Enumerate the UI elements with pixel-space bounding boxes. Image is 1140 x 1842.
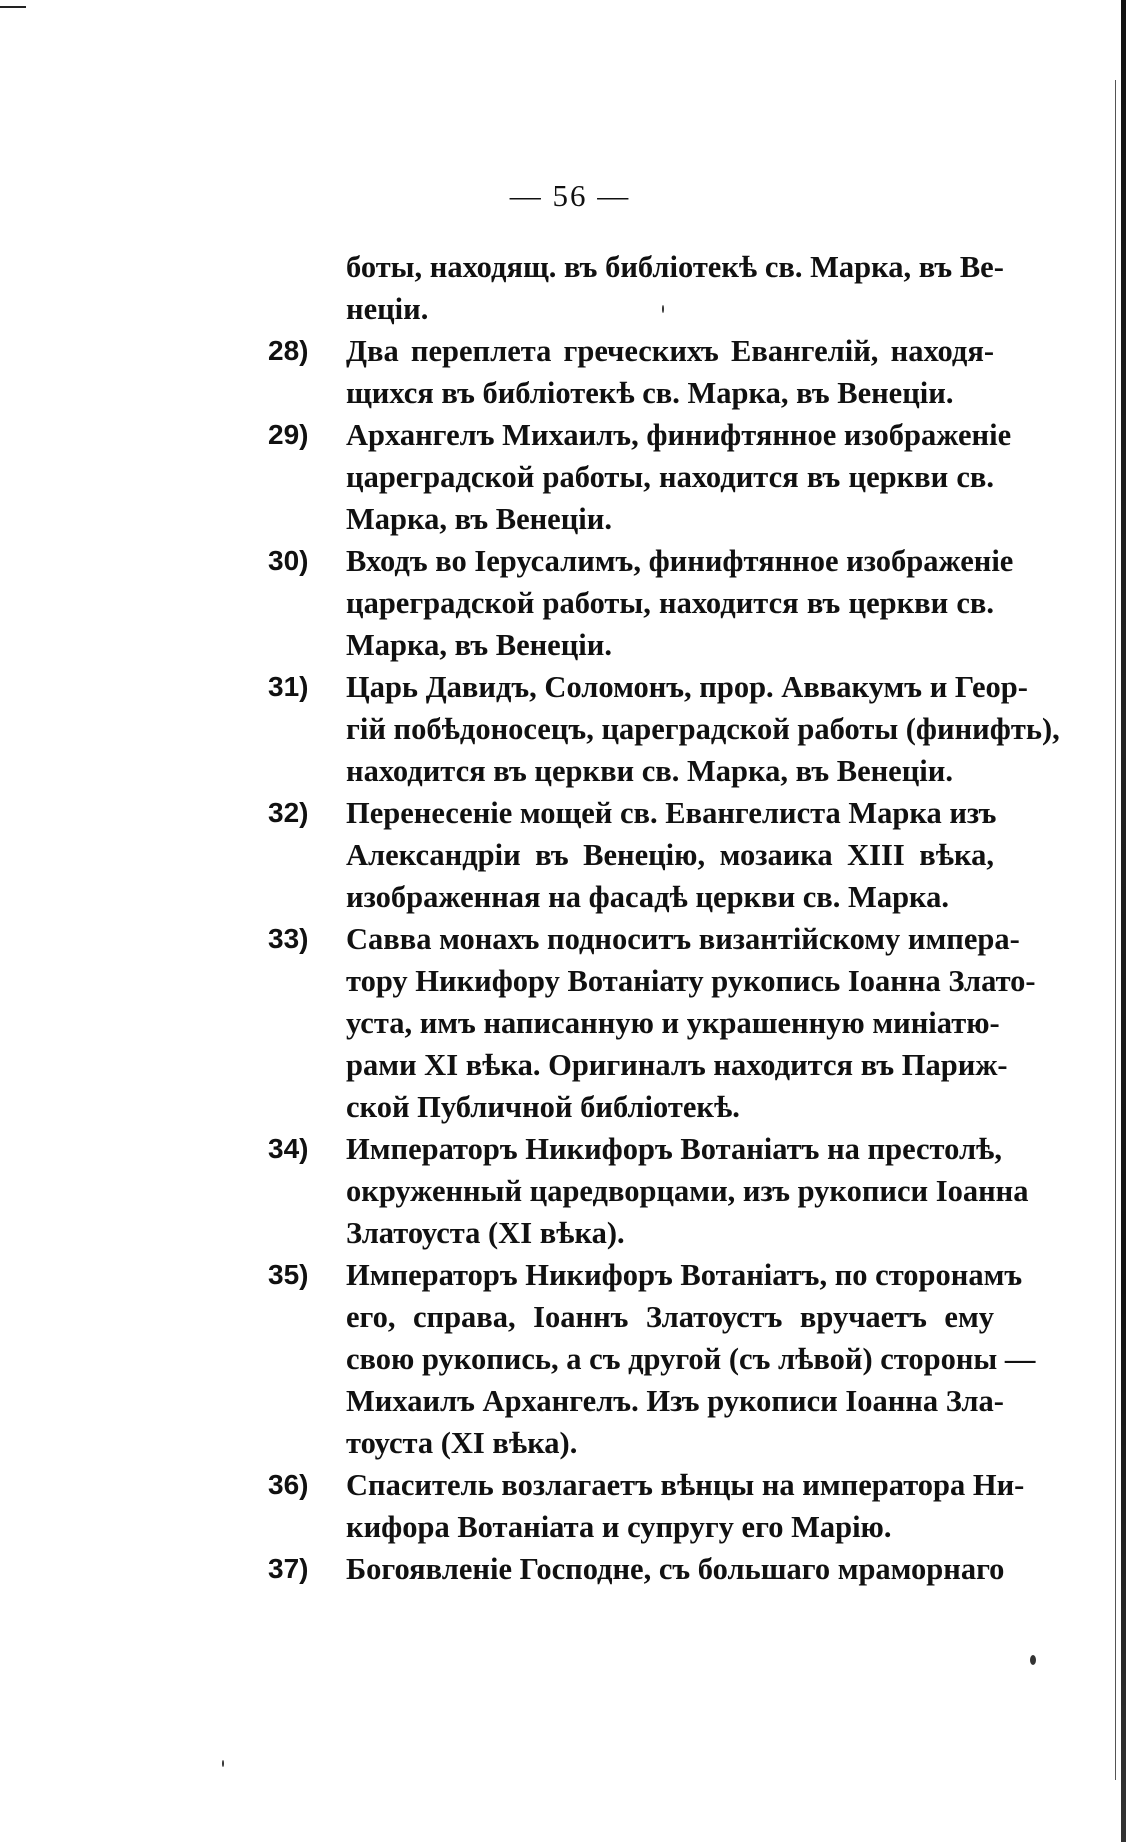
item-number: 37) bbox=[268, 1553, 309, 1584]
list-item-35 bbox=[268, 1254, 1036, 1464]
text-line: цареградской работы, находится въ церкви св. bbox=[346, 460, 994, 494]
text-line: Императоръ Никифоръ Вотаніатъ на престолѣ, bbox=[346, 1132, 1002, 1166]
page-body bbox=[268, 246, 1060, 1590]
text-line: цареградской работы, находится въ церкви св. bbox=[346, 586, 994, 620]
text-line: Савва монахъ подноситъ византійскому импера- bbox=[346, 922, 1020, 956]
item-number: 34) bbox=[268, 1133, 309, 1164]
text-line: ской Публичной библіотекѣ. bbox=[346, 1090, 740, 1124]
text-line: Спаситель возлагаетъ вѣнцы на императора Ни- bbox=[346, 1468, 1025, 1502]
item-number: 29) bbox=[268, 419, 309, 450]
text-line: Александріи въ Венецію, мозаика XIII вѣка, bbox=[346, 838, 994, 872]
text-line: изображенная на фасадѣ церкви св. Марка. bbox=[346, 880, 950, 914]
item-number: 32) bbox=[268, 797, 309, 828]
scan-speck bbox=[662, 305, 664, 313]
text-line: Златоуста (XI вѣка). bbox=[346, 1216, 625, 1250]
text-line: Марка, въ Венеціи. bbox=[346, 628, 612, 662]
text-line: свою рукопись, а съ другой (съ лѣвой) стороны — bbox=[346, 1342, 1036, 1376]
item-number: 31) bbox=[268, 671, 309, 702]
text-line: находится въ церкви св. Марка, въ Венеціи. bbox=[346, 754, 953, 788]
text-line: неціи. bbox=[346, 292, 429, 326]
scan-edge-mark bbox=[0, 6, 26, 8]
item-number: 33) bbox=[268, 923, 309, 954]
item-number: 28) bbox=[268, 335, 309, 366]
scan-binding-edge bbox=[1121, 0, 1126, 1842]
text-line: боты, находящ. въ библіотекѣ св. Марка, въ Ве- bbox=[346, 250, 1004, 284]
item-number: 36) bbox=[268, 1469, 309, 1500]
text-line: Перенесеніе мощей св. Евангелиста Марка изъ bbox=[346, 796, 997, 830]
text-line: Архангелъ Михаилъ, финифтянное изображеніе bbox=[346, 418, 1012, 452]
list-item-31 bbox=[268, 666, 1060, 792]
text-line: Марка, въ Венеціи. bbox=[346, 502, 612, 536]
list-item-37 bbox=[268, 1548, 1005, 1590]
text-line: тору Никифору Вотаніату рукопись Іоанна Злато- bbox=[346, 964, 1036, 998]
text-line: Входъ во Іерусалимъ, финифтянное изображеніе bbox=[346, 544, 1014, 578]
text-line: тоуста (XI вѣка). bbox=[346, 1426, 578, 1460]
scan-speck bbox=[1030, 1655, 1036, 1665]
text-line: его, справа, Іоаннъ Златоустъ вручаетъ ему bbox=[346, 1300, 994, 1334]
page-number: — 56 — bbox=[509, 178, 631, 213]
list-item-33 bbox=[268, 918, 1036, 1128]
text-line: щихся въ библіотекѣ св. Марка, въ Венеціи. bbox=[346, 376, 954, 410]
scan-binding-shadow bbox=[1115, 80, 1116, 1780]
text-line: Михаилъ Архангелъ. Изъ рукописи Іоанна Зла- bbox=[346, 1384, 1004, 1418]
text-line: Императоръ Никифоръ Вотаніатъ, по сторонамъ bbox=[346, 1258, 1023, 1292]
text-line: рами XI вѣка. Оригиналъ находится въ Париж- bbox=[346, 1048, 1008, 1082]
list-item-29 bbox=[268, 414, 1012, 540]
intro-paragraph bbox=[268, 246, 1004, 330]
scan-speck bbox=[222, 1760, 224, 1767]
text-line: Богоявленіе Господне, съ большаго мраморнаго bbox=[346, 1552, 1005, 1586]
text-line: кифора Вотаніата и супругу его Марію. bbox=[346, 1510, 892, 1544]
list-item-34 bbox=[268, 1128, 1029, 1254]
text-line: уста, имъ написанную и украшенную миніатю- bbox=[346, 1006, 1000, 1040]
list-item-30 bbox=[268, 540, 1014, 666]
list-item-28 bbox=[268, 330, 994, 414]
text-line: окруженный царедворцами, изъ рукописи Іоанна bbox=[346, 1174, 1029, 1208]
list-item-36 bbox=[268, 1464, 1025, 1548]
text-line: Два переплета греческихъ Евангелій, находя- bbox=[346, 334, 994, 368]
item-number: 35) bbox=[268, 1259, 309, 1290]
item-number: 30) bbox=[268, 545, 309, 576]
list-item-32 bbox=[268, 792, 997, 918]
text-line: Царь Давидъ, Соломонъ, прор. Аввакумъ и Геор- bbox=[346, 670, 1028, 704]
text-line: гій побѣдоносецъ, цареградской работы (финифть), bbox=[346, 712, 1060, 746]
